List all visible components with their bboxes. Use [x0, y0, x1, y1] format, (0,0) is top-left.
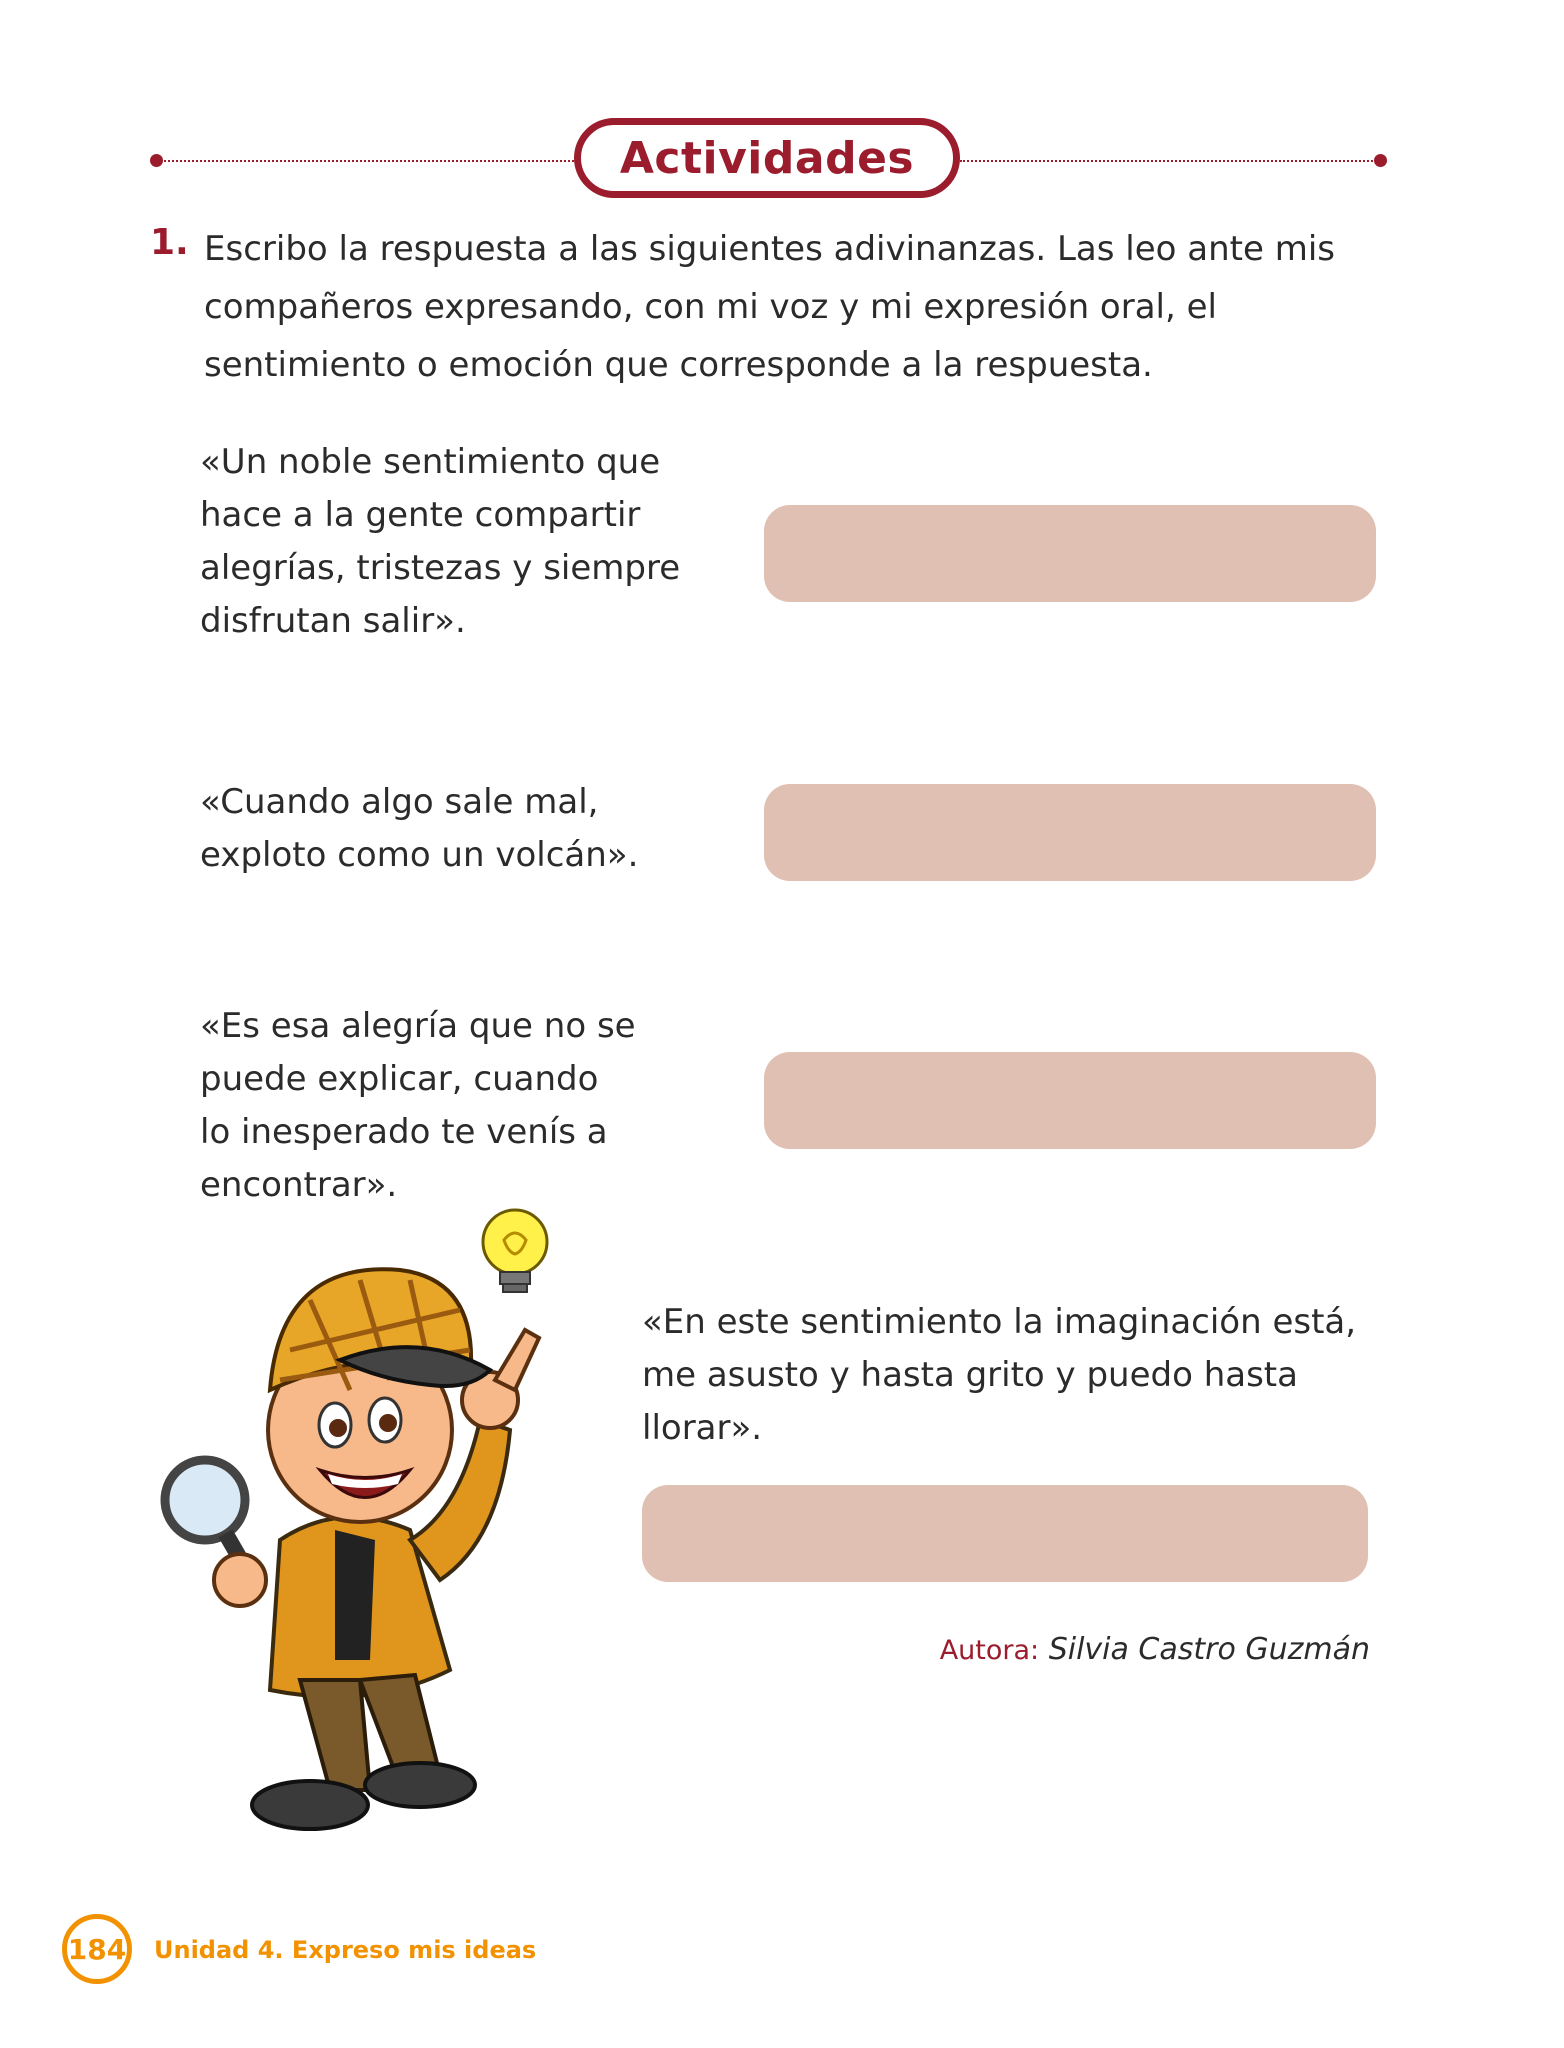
unit-title: Unidad 4. Expreso mis ideas	[154, 1936, 537, 1964]
header-divider-left	[156, 160, 574, 162]
author-label: Autora:	[939, 1635, 1040, 1666]
exercise-number: 1.	[150, 222, 189, 263]
answer-box-3[interactable]	[764, 1052, 1376, 1149]
header-dot-right	[1374, 154, 1387, 167]
riddle-2: «Cuando algo sale mal, exploto como un volcán».	[200, 782, 639, 875]
answer-box-2[interactable]	[764, 784, 1376, 881]
section-title-pill	[574, 118, 960, 198]
answer-box-1[interactable]	[764, 505, 1376, 602]
riddle-3: «Es esa alegría que no se puede explicar, cuando lo inesperado te venís a encontrar».	[200, 1006, 636, 1205]
author-name: Silvia Castro Guzmán	[1048, 1632, 1370, 1667]
detective-illustration	[160, 1200, 580, 1840]
page-number: 184	[67, 1932, 127, 1966]
author-credit	[900, 1632, 1370, 1667]
magnifying-glass-icon	[165, 1460, 266, 1606]
light-bulb-icon	[483, 1210, 547, 1292]
page-number-badge	[62, 1914, 132, 1984]
riddle-4: «En este sentimiento la imaginación está, me asusto y hasta grito y puedo hasta llorar».	[642, 1302, 1357, 1448]
exercise-instruction: Escribo la respuesta a las siguientes adivinanzas. Las leo ante mis compañeros expresando, con mi voz y mi expresión oral, el sentimiento o emoción que corresponde a la respuesta.	[204, 229, 1335, 385]
answer-box-4[interactable]	[642, 1485, 1368, 1582]
riddle-1: «Un noble sentimiento que hace a la gente compartir alegrías, tristezas y siempre disfrutan salir».	[200, 442, 681, 641]
section-title: Actividades	[619, 132, 915, 184]
header-divider-right	[960, 160, 1380, 162]
